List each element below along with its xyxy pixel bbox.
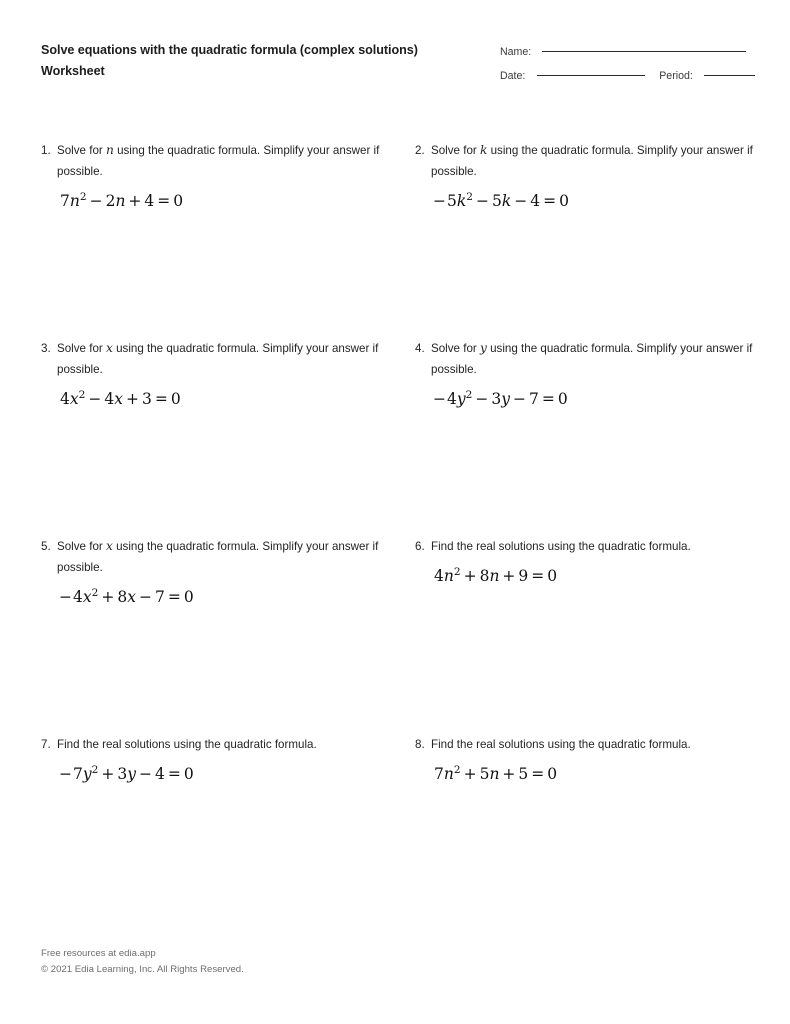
question-5 (41, 536, 381, 718)
q5-coef1: 4 (73, 588, 83, 606)
question-3 (41, 338, 381, 520)
question-5-equation (41, 586, 381, 608)
question-3-prompt (41, 338, 381, 380)
question-5-prompt (41, 536, 381, 578)
question-8-number: 8. (415, 738, 425, 751)
q1-coef2: 2 (105, 192, 116, 210)
q4-coef1: 4 (447, 390, 457, 408)
question-4-answer-space[interactable] (415, 410, 755, 520)
q1-equals: = (157, 192, 171, 210)
q1-coef1: 7 (60, 192, 70, 210)
q4-var2: y (501, 390, 510, 408)
q3-rhs: 0 (170, 390, 181, 408)
question-5-variable: x (105, 539, 113, 553)
question-3-number: 3. (41, 342, 51, 355)
q6-exp1: 2 (453, 565, 461, 578)
date-period-field-row (500, 70, 750, 94)
q3-equals: = (154, 390, 168, 408)
question-6-prompt (415, 536, 755, 557)
question-3-prompt-before: Solve for (57, 342, 106, 355)
question-4-number: 4. (415, 342, 425, 355)
q2-op2: − (514, 192, 528, 210)
q5-exp1: 2 (91, 586, 99, 599)
q4-var1: y (456, 390, 466, 408)
q2-op1: − (475, 192, 489, 210)
q7-rhs: 0 (183, 765, 194, 783)
q5-const: 7 (154, 588, 165, 606)
q8-const: 5 (518, 765, 529, 783)
question-6-answer-space[interactable] (415, 587, 755, 697)
question-1-answer-space[interactable] (41, 212, 381, 322)
question-8 (415, 734, 755, 895)
q6-coef1: 4 (434, 567, 444, 585)
q2-const: 4 (530, 192, 541, 210)
page-title-line2: Worksheet (41, 63, 105, 78)
q6-equals: = (531, 567, 545, 585)
question-4-prompt-after: using the quadratic formula. Simplify your answer if possible. (431, 342, 753, 376)
name-input-line[interactable] (542, 50, 746, 52)
q4-const: 7 (528, 390, 539, 408)
q8-coef2: 5 (479, 765, 490, 783)
q1-op2: + (128, 192, 142, 210)
q7-var2: y (127, 765, 136, 783)
question-8-prompt-before: Find the real solutions using the quadratic formula. (431, 738, 691, 751)
q8-var1: n (443, 765, 454, 783)
question-1-number: 1. (41, 144, 51, 157)
footer-resources-text: Free resources at edia.app (41, 948, 156, 959)
question-2-prompt-after: using the quadratic formula. Simplify your answer if possible. (431, 144, 753, 178)
question-3-answer-space[interactable] (41, 410, 381, 520)
q2-rhs: 0 (559, 192, 570, 210)
date-input-line[interactable] (537, 74, 645, 76)
q6-op2: + (502, 567, 516, 585)
q5-op1: + (101, 588, 115, 606)
q8-op1: + (463, 765, 477, 783)
q4-coef2: 3 (491, 390, 502, 408)
q4-op2: − (512, 390, 526, 408)
question-7-equation (41, 763, 381, 785)
q7-var1: y (82, 765, 92, 783)
question-8-equation (415, 763, 755, 785)
q7-coef1: 7 (73, 765, 83, 783)
question-3-prompt-after: using the quadratic formula. Simplify your answer if possible. (57, 342, 379, 376)
q1-op1: − (89, 192, 103, 210)
q7-leading-sign: − (59, 765, 72, 783)
q3-var1: x (69, 390, 79, 408)
q1-rhs: 0 (173, 192, 184, 210)
q6-rhs: 0 (547, 567, 558, 585)
title-block (41, 40, 491, 81)
q5-var1: x (82, 588, 92, 606)
q4-rhs: 0 (557, 390, 568, 408)
question-1-prompt-before: Solve for (57, 144, 106, 157)
q3-const: 3 (141, 390, 152, 408)
question-row (41, 734, 749, 932)
period-label: Period: (659, 70, 693, 83)
question-5-answer-space[interactable] (41, 608, 381, 718)
page-title-line1: Solve equations with the quadratic formula (complex solutions) (41, 43, 418, 57)
q8-rhs: 0 (547, 765, 558, 783)
q7-op1: + (101, 765, 115, 783)
question-6-equation (415, 565, 755, 587)
q8-equals: = (531, 765, 545, 783)
question-2-prompt-before: Solve for (431, 144, 480, 157)
question-3-equation (41, 388, 381, 410)
question-4-equation (415, 388, 755, 410)
q2-leading-sign: − (433, 192, 446, 210)
q8-var2: n (489, 765, 500, 783)
q1-var1: n (69, 192, 80, 210)
q4-equals: = (541, 390, 555, 408)
question-1-variable: n (105, 143, 114, 157)
question-2-answer-space[interactable] (415, 212, 755, 322)
q2-var2: k (501, 192, 512, 210)
student-info-block (500, 46, 750, 94)
q6-const: 9 (518, 567, 529, 585)
q3-coef1: 4 (60, 390, 70, 408)
page-footer (41, 946, 541, 977)
q8-exp1: 2 (453, 763, 461, 776)
question-4-prompt-before: Solve for (431, 342, 480, 355)
q6-op1: + (463, 567, 477, 585)
question-7-prompt (41, 734, 381, 755)
question-4 (415, 338, 755, 520)
q2-exp1: 2 (466, 190, 473, 203)
date-label: Date: (500, 70, 526, 83)
question-2-number: 2. (415, 144, 425, 157)
question-7 (41, 734, 381, 895)
q8-op2: + (502, 765, 516, 783)
question-7-number: 7. (41, 738, 51, 751)
q3-exp1: 2 (78, 388, 86, 401)
q5-rhs: 0 (183, 588, 194, 606)
question-1-prompt-after: using the quadratic formula. Simplify your answer if possible. (57, 144, 380, 178)
name-label: Name: (500, 46, 532, 59)
q2-coef2: 5 (491, 192, 502, 210)
question-8-answer-space[interactable] (415, 785, 755, 895)
q6-coef2: 8 (479, 567, 490, 585)
q7-exp1: 2 (91, 763, 99, 776)
question-6 (415, 536, 755, 697)
question-1-equation (41, 190, 381, 212)
worksheet-header (41, 40, 749, 100)
question-2-prompt (415, 140, 755, 182)
q5-coef2: 8 (117, 588, 128, 606)
period-input-line[interactable] (704, 74, 755, 76)
question-5-prompt-before: Solve for (57, 540, 106, 553)
q2-equals: = (543, 192, 557, 210)
q5-op2: − (138, 588, 152, 606)
q7-coef2: 3 (117, 765, 128, 783)
q8-coef1: 7 (434, 765, 444, 783)
q4-leading-sign: − (433, 390, 446, 408)
q3-var2: x (114, 390, 123, 408)
question-5-number: 5. (41, 540, 51, 553)
question-1-prompt (41, 140, 381, 182)
question-8-prompt (415, 734, 755, 755)
q1-var2: n (115, 192, 126, 210)
q7-op2: − (138, 765, 152, 783)
q5-leading-sign: − (59, 588, 72, 606)
question-5-prompt-after: using the quadratic formula. Simplify your answer if possible. (57, 540, 379, 574)
question-2-variable: k (479, 143, 488, 157)
question-4-variable: y (479, 341, 487, 355)
question-row (41, 338, 753, 536)
question-7-prompt-before: Find the real solutions using the quadratic formula. (57, 738, 317, 751)
q1-const: 4 (144, 192, 155, 210)
q5-equals: = (167, 588, 181, 606)
name-field-row (500, 46, 750, 70)
q1-exp1: 2 (79, 190, 87, 203)
q6-var1: n (443, 567, 454, 585)
question-6-number: 6. (415, 540, 425, 553)
question-2-equation (415, 190, 755, 212)
q7-equals: = (167, 765, 181, 783)
question-3-variable: x (105, 341, 113, 355)
q3-op2: + (125, 390, 139, 408)
question-row (41, 140, 753, 338)
q2-var1: k (456, 192, 467, 210)
q3-op1: − (88, 390, 102, 408)
q5-var2: x (127, 588, 136, 606)
question-row (41, 536, 749, 734)
question-2 (415, 140, 755, 322)
question-7-answer-space[interactable] (41, 785, 381, 895)
q7-const: 4 (154, 765, 165, 783)
q3-coef2: 4 (104, 390, 115, 408)
question-1 (41, 140, 381, 322)
q4-exp1: 2 (465, 388, 473, 401)
q4-op1: − (475, 390, 489, 408)
footer-copyright-text: © 2021 Edia Learning, Inc. All Rights Reserved. (41, 963, 244, 975)
q2-coef1: 5 (447, 192, 457, 210)
q6-var2: n (489, 567, 500, 585)
question-4-prompt (415, 338, 755, 380)
question-6-prompt-before: Find the real solutions using the quadratic formula. (431, 540, 691, 553)
questions-grid (41, 140, 753, 932)
